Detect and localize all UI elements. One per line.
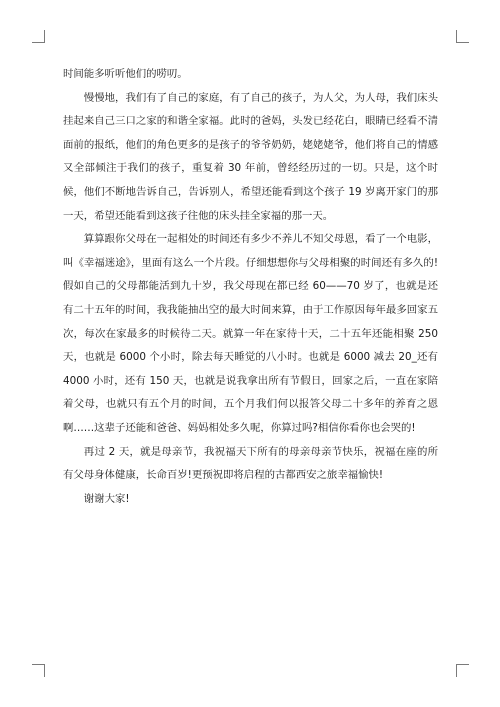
crop-mark-bottom-right [456, 664, 469, 677]
crop-mark-bottom-left [32, 664, 45, 677]
document-body [63, 63, 438, 511]
crop-mark-top-right [456, 30, 469, 43]
crop-mark-top-left [32, 30, 45, 43]
paragraph-thanks: 谢谢大家! [83, 492, 130, 505]
paragraph-continuation: 时间能多听听他们的唠叨。 [63, 68, 188, 80]
paragraph-mothers-day: 再过 2 天，就是母亲节，我祝福天下所有的母亲母亲节快乐，祝福在座的所有父母身体健康，长命百岁!更预祝即将启程的古都西安之旅幸福愉快! [63, 445, 438, 482]
paragraph-time-with-parents: 算算跟你父母在一起相处的时间还有多少不养儿不知父母恩，看了一个电影，叫《幸福迷途》，里面有这么一个片段。仔细想想你与父母相聚的时间还有多久的!假如自己的父母都能活到九十岁，我父母现在都已经 60——70 岁了，也就是还有二十五年的时间，我我能抽出空的最大时间来算，由于工作原因每年最多回家五次，每次在家最多的时候待二天。就算一年在家待十天，二十五年还能相聚 250 天，也就是 6000 个小时，除去每天睡觉的八小时。也就是 6000 减去 20_还有 4000 小时，还有 150 天，也就是说我拿出所有节假日，回家之后，一直在家陪着父母，也就只有五个月的时间，五个月我们何以报答父母二十多年的养育之恩啊……这辈子还能和爸爸、妈妈相处多久呢，你算过吗?相信你看你也会哭的! [63, 233, 438, 434]
paragraph-family-portrait: 慢慢地，我们有了自己的家庭，有了自己的孩子，为人父，为人母，我们床头挂起来自己三口之家的和谐全家福。此时的爸妈，头发已经花白，眼睛已经看不清面前的报纸，他们的角色更多的是孩子的爷爷奶奶，姥姥姥爷，他们将自己的情感又全部倾注于我们的孩子，重复着 30 年前，曾经经历过的一切。只是，这个时候，他们不断地告诉自己，告诉别人，希望还能看到这个孩子 19 岁离开家门的那一天，希望还能看到这孩子往他的床头挂全家福的那一天。 [63, 91, 438, 222]
